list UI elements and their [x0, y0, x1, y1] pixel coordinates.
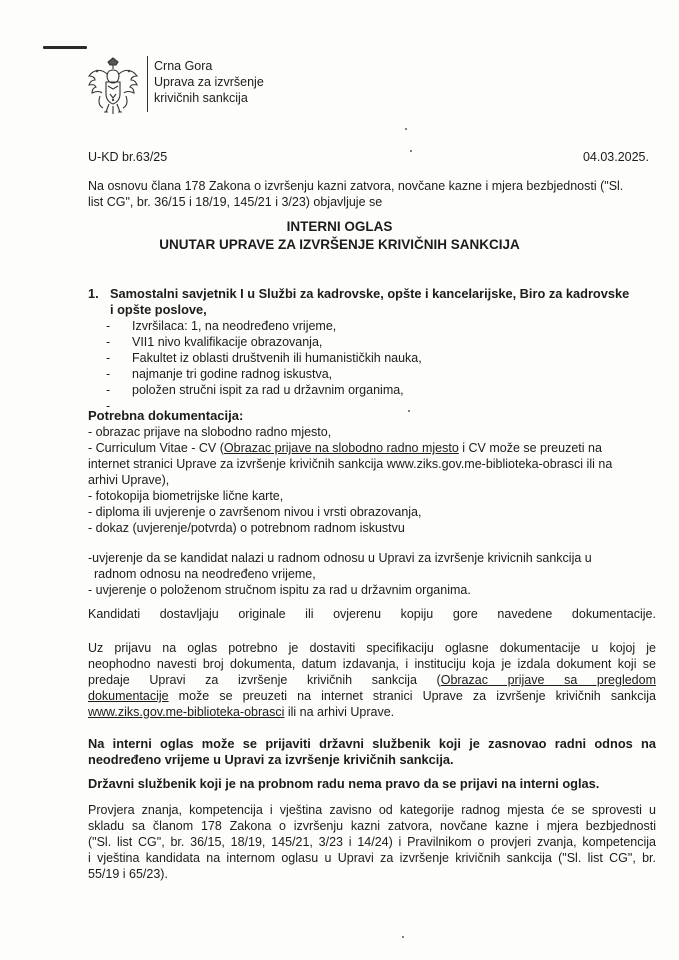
requirement-item: - VII1 nivo kvalifikacije obrazovanja, [104, 334, 524, 350]
country-name: Crna Gora [154, 59, 213, 73]
scan-speck [410, 150, 412, 152]
application-line1: Uz prijavu na oglas potrebno je dostaviti specifikaciju oglasne dokumentacije u kojoj je [88, 641, 656, 655]
requirement-item: - položen stručni ispit za rad u državnim organima, [104, 382, 524, 398]
requirement-item: - Izvršilaca: 1, na neodređeno vrijeme, [104, 318, 524, 334]
position-number: 1. [88, 286, 99, 301]
ziks-website-link[interactable]: www.ziks.gov.me-biblioteka-obrasci [88, 705, 285, 719]
doc-item-cv-line3: arhivi Uprave), [88, 473, 170, 487]
eligibility-line1: Na interni oglas može se prijaviti državni službenik koji je zasnovao radni odnos na [88, 736, 656, 751]
application-form-review-link[interactable]: Obrazac prijave sa pregledom [440, 673, 656, 687]
doc-item-id-card: - fotokopija biometrijske lične karte, [88, 489, 284, 503]
page-subtitle: UNUTAR UPRAVE ZA IZVRŠENJE KRIVIČNIH SANKCIJA [159, 237, 520, 252]
doc-item-cv [88, 440, 658, 456]
scan-speck [408, 410, 410, 412]
intro-line2: list CG", br. 36/15 i 18/19, 145/21 i 3/23) objavljuje se [88, 195, 383, 209]
eligibility-line2: neodređeno vrijeme u Upravi za izvršenje krivičnih sankcija. [88, 752, 454, 767]
requirement-item: - najmanje tri godine radnog iskustva, [104, 366, 524, 382]
assessment-line1: Provjera znanja, kompetencija i vještina zavisno od kategorije radnog mjesta će se sprovesti u [88, 803, 656, 817]
eligibility-paragraph [88, 736, 656, 768]
intro-paragraph [88, 178, 648, 210]
application-line2: neophodno navesti broj dokumenta, datum izdavanja, i instituciju koja je izdala dokument koji se [88, 657, 656, 671]
scan-speck [402, 936, 404, 938]
doc-item-application-form: - obrazac prijave na slobodno radno mjesto, [88, 425, 332, 439]
doc-item-diploma: - diploma ili uvjerenje o završenom nivou i vrsti obrazovanja, [88, 505, 422, 519]
application-line3 [88, 672, 656, 688]
institution-name-line2: krivičnih sankcija [154, 91, 248, 105]
documentation-list-extra [88, 550, 658, 598]
assessment-paragraph [88, 802, 656, 882]
doc-item-exam-cert: - uvjerenje o položenom stručnom ispitu za rad u državnim organima. [88, 583, 471, 597]
scan-speck [405, 128, 407, 130]
institution-header [154, 58, 264, 106]
intro-line1: Na osnovu člana 178 Zakona o izvršenju kazni zatvora, novčane kazne i mjera bezbjednosti ("Sl. [88, 179, 624, 193]
reference-number: U-KD br.63/25 [88, 150, 168, 164]
position-title-line1: Samostalni savjetnik I u Službi za kadrovske, opšte i kancelarijske, Biro za kadrovske [110, 286, 630, 301]
documentation-heading: Potrebna dokumentacija: [88, 408, 244, 423]
application-form-link[interactable]: Obrazac prijave na slobodno radno mjesto [223, 441, 459, 455]
header-divider [147, 56, 148, 112]
application-line5 [88, 704, 656, 720]
document-date: 04.03.2025. [582, 150, 649, 164]
application-paragraph [88, 640, 656, 720]
requirement-item: - Fakultet iz oblasti društvenih ili humanističkih nauka, [104, 350, 524, 366]
candidates-paragraph: Kandidati dostavljaju originale ili ovjerenu kopiju gore navedene dokumentacije. [88, 607, 656, 621]
application-line5-text: ili na arhivi Uprave. [284, 705, 395, 719]
doc-item-cv-text-end: i CV može se preuzeti na [458, 441, 602, 455]
doc-item-employment-cert: -uvjerenje da se kandidat nalazi u radnom odnosu u Upravi za izvršenje krivicnih sankcija u [88, 551, 592, 565]
assessment-line3: ("Sl. list CG", br. 36/15, 18/19, 145/21, 3/23 i 14/24) i Pravilnikom o provjeri zvanja, kompetencija [88, 835, 656, 849]
application-line3-text: predaje Upravi za izvršenje krivičnih sankcija ( [88, 673, 441, 687]
application-line4 [88, 688, 656, 704]
doc-item-employment-cert-line2: radnom odnosu na neodređeno vrijeme, [94, 567, 316, 581]
page-title: INTERNI OGLAS [286, 219, 393, 234]
position-title-line2: i opšte poslove, [110, 302, 207, 317]
requirements-list [104, 318, 524, 414]
coat-of-arms-icon [86, 56, 140, 116]
pen-mark [43, 46, 87, 49]
doc-item-cv-line2: internet stranici Uprave za izvršenje krivičnih sankcija www.ziks.gov.me-biblioteka-obrasci ili na [88, 457, 613, 471]
doc-item-cv-text: - Curriculum Vitae - CV ( [88, 441, 224, 455]
doc-item-experience-proof: - dokaz (uvjerenje/potvrda) o potrebnom radnom iskustvu [88, 521, 405, 535]
application-form-review-link-cont[interactable]: dokumentacije [88, 689, 169, 703]
assessment-line2: skladu sa članom 178 Zakona o izvršenju kazni zatvora, novčane kazne i mjera bezbjednosti [88, 819, 656, 833]
probation-note: Državni službenik koji je na probnom radu nema pravo da se prijavi na interni oglas. [88, 776, 600, 791]
assessment-line5: 55/19 i 65/23). [88, 867, 168, 881]
documentation-list [88, 424, 658, 536]
application-line4-text: može se preuzeti na internet stranici Uprave za izvršenje krivičnih sankcija [168, 689, 656, 703]
position-title [110, 286, 660, 318]
institution-name-line1: Uprava za izvršenje [154, 75, 264, 89]
assessment-line4: i vještina kandidata na internom oglasu u Upravi za izvršenje krivičnih sankcija ("Sl. list CG", br. [88, 851, 656, 865]
